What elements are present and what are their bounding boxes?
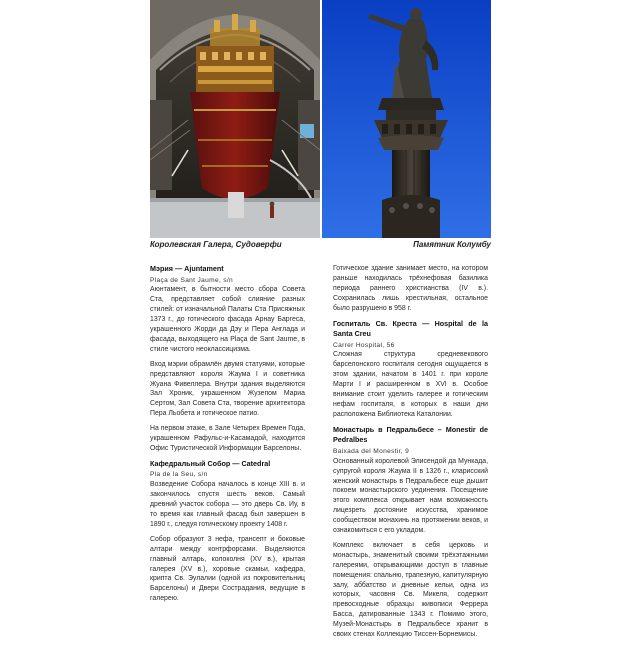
paragraph: Комплекс включает в себя церковь и монастырь, знаменитый своими трёхэтажными галереями, открывающими доступ в главные помещения: спальню, трапезную, капитулярную залу, аббатство и дневные кельи, одна из которых, часовня Св. Микеля, содержит превосходные образцы живописи Феррера Басса, датированные 1343 г. Помимо этого, Музей-Монастырь в Педральбесе хранит в своих стенах Коллекцию Тиссен-Борнемисы. xyxy=(333,541,488,639)
paragraph: Готическое здание занимает место, на котором раньше находилась трёхнефовая базилика периода раннего христианства (IV в.). Сохранилась лишь крестильная, остальное было разрушено в 958 г. xyxy=(333,265,488,312)
paragraph: Аюнтамент, в бытности место сбора Совета Ста, представляет собой слияние разных стилей: от изначальной Палаты Ста Присяжных 1373 г., до готического фасада Арнау Баргеса, украшенного Жорди да Дэу и Пера Англада и фасада, выходящего на Plaça de Sant Jaume, в стиле чистого неоклассицизма. xyxy=(150,286,305,353)
columbus-caption: Памятник Колумбу xyxy=(413,240,491,249)
paragraph: Собор образуют 3 нефа, трансепт и боковые алтари между контрфорсами. Выделяются главный алтарь, колоколня (XV в.), крытая галерея (XV в.), хоровые скамьи, кафедра, крипта Св. Эулалии (одной из покровительниц Барселоны) и Двери Сострадания, ведущие в галерею. xyxy=(150,535,305,603)
section-heading-hospital: Госпиталь Св. Креста — Hospital de la Santa Creu xyxy=(333,318,488,339)
left-text-column xyxy=(150,264,305,609)
paragraph: Основанный королевой Элисендой да Мункада, супругой короля Жаума II в 1326 г., кларисский женский монастырь в Педральбесе еще дышит покоем монастырского уединения. Посещение этого комплекса открывает нам возможность лицезреть достояние искусства, хранимое сообществом монахинь на протяжении веков, и ознакомиться с его укладом. xyxy=(333,457,488,535)
columbus-photo-art xyxy=(322,0,491,238)
address-ajuntament: Plaça de Sant Jaume, s/n xyxy=(150,276,234,284)
galley-caption: Королевская Галера, Судоверфи xyxy=(150,240,282,249)
section-heading-catedral: Кафедральный Собор — Catedral xyxy=(150,458,271,468)
paragraph: Возведение Собора началось в конце XIII в. и закончилось спустя шесть веков. Самый древний участок собора — это дверь Св. Иу, в то время как главный фасад был завершен в 1890 г., следуя готическому проекту 1408 г. xyxy=(150,481,305,528)
address-catedral: Pla de la Seu, s/n xyxy=(150,471,208,479)
section-heading-pedralbes: Монастырь в Педральбесе – Monestir de Pedralbes xyxy=(333,424,488,445)
galley-photo xyxy=(150,0,320,238)
address-hospital: Carrer Hospital, 56 xyxy=(333,341,395,349)
paragraph: На первом этаже, в Зале Четырех Времен Года, украшенном Рафульс-и-Касамадой, находится Офис Туристической Информации Барселоны. xyxy=(150,425,305,452)
section-heading-ajuntament: Мэрия — Ajuntament xyxy=(150,264,224,273)
address-pedralbes: Baixada del Monestir, 9 xyxy=(333,447,410,455)
paragraph: Вход мэрии обрамлён двумя статуями, которые представляют короля Жаума I и советника Жуана Фивеллера. Внутри здания выделяются Зал Хроник, украшенном Жузепом Мариа Сертом, Зал Совета Ста, творение архитектора Пера Льобета и готическое патио. xyxy=(150,360,305,418)
paragraph: Сложная структура средневекового барселонского госпиталя сегодня ощущается в этом здании, начатом в 1401 г. при короле Марти I и расширенном в XVI в. Особое внимание стоит уделить галерее и готическим нефам госпиталя, в которых в наши дни расположена Библиотека Каталонии. xyxy=(333,351,488,418)
columbus-photo xyxy=(322,0,491,238)
right-text-column xyxy=(333,264,488,645)
galley-photo-art xyxy=(150,0,320,238)
